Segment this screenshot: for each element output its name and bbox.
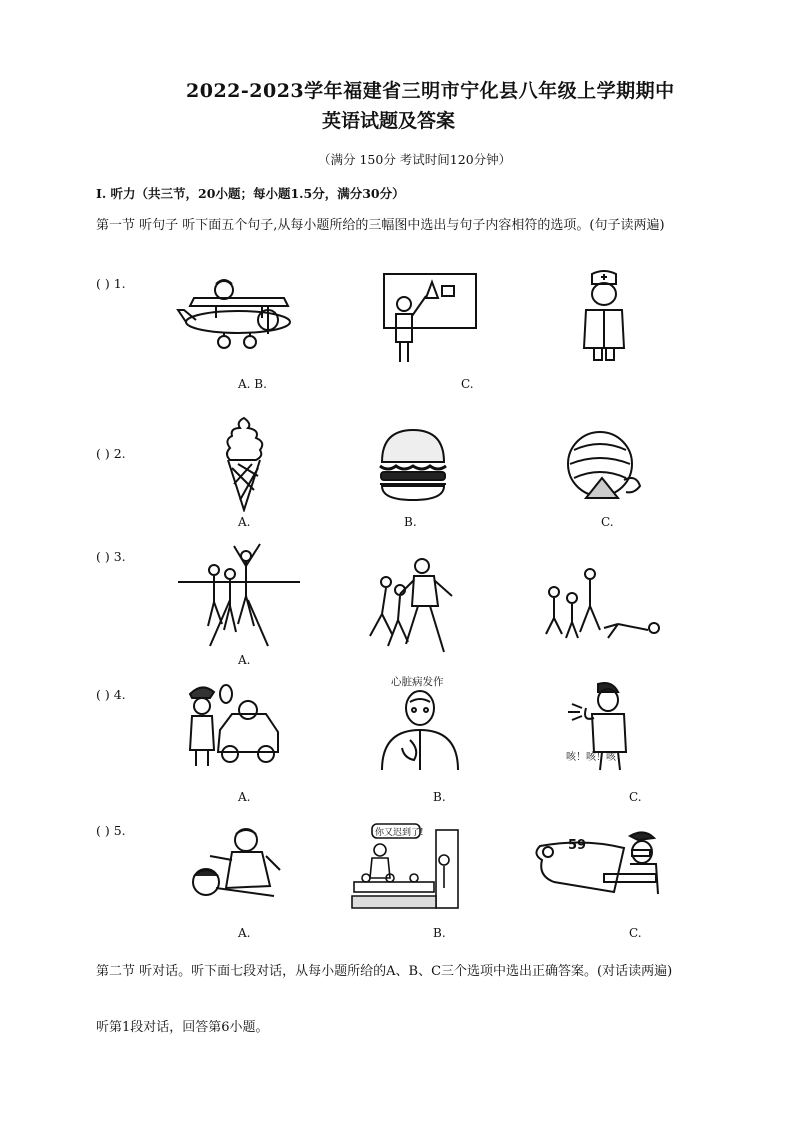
q1-doctor-image [578,270,630,362]
q5-label-b: B. [433,926,446,940]
q4-label-c: C. [629,790,642,804]
doc-title-line1: 2022-2023学年福建省三明市宁化县八年级上学期期中 [186,80,675,102]
q5-label-a: A. [238,926,251,940]
q4-label-a: A. [238,790,251,804]
q1-airplane-image [176,270,300,356]
q5-fighting-kids-image [186,826,282,902]
q3-label-a: A. [238,653,251,667]
q2-label-a: A. [238,515,251,529]
q2-watermelon-image [566,428,642,504]
q2-label-b: B. [404,515,417,529]
q5-late-speech-bubble: 你又迟到了! [375,828,424,838]
q3-runner-fallen-image [542,568,668,644]
q2-hamburger-image [378,428,448,502]
q1-label-a-b: A. B. [238,377,267,391]
q5-label-c: C. [629,926,642,940]
question-5-number: ( ) 5. [96,823,126,838]
q5-score-text: 59 [568,838,587,853]
listen-note: 听第1段对话，回答第6小题。 [96,1020,269,1035]
q4-police-car-image [186,680,280,770]
q1-label-c: C. [461,377,474,391]
question-3-number: ( ) 3. [96,549,126,564]
doc-title-line2: 英语试题及答案 [322,110,456,132]
q5-test-score-image [534,830,660,896]
question-4-number: ( ) 4. [96,687,126,702]
q2-ice-cream-image [222,416,266,512]
q4-cough-caption: 咳！咳！咳！ [566,752,626,763]
q4-label-b: B. [433,790,446,804]
doc-subtitle: （满分 150分 考试时间120分钟） [318,152,512,167]
q4-heart-attack-caption: 心脏病发作 [391,676,444,688]
part1-instruction: 第一节 听句子 听下面五个句子,从每小题所给的三幅图中选出与句子内容相符的选项。(句子读两遍) [96,218,665,233]
q3-runners-image [360,556,470,658]
q3-finish-line-image [176,540,302,648]
section1-heading: I. 听力（共三节，20小题；每小题1.5分，满分30分） [96,186,405,201]
part2-instruction: 第二节 听对话。听下面七段对话，从每小题所给的A、B、C三个选项中选出正确答案。(对话读两遍) [96,964,673,979]
question-2-number: ( ) 2. [96,446,126,461]
q2-label-c: C. [601,515,614,529]
question-1-number: ( ) 1. [96,276,126,291]
q4-heart-attack-image [374,688,468,772]
q1-teacher-board-image [382,272,478,364]
